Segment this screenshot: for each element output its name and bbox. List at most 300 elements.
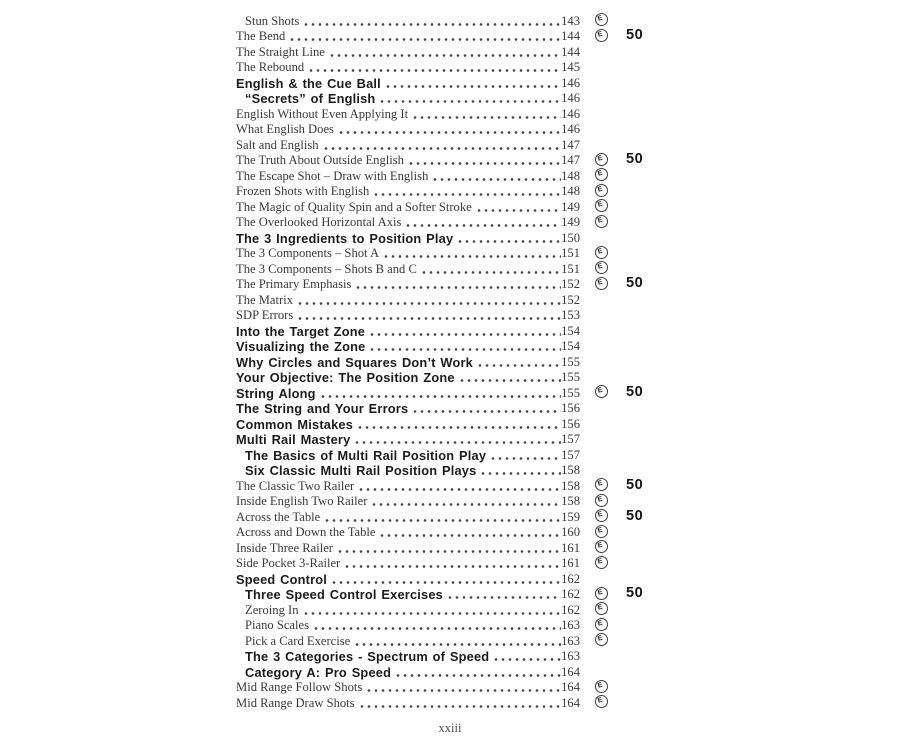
icon-slot bbox=[589, 291, 613, 307]
icon-slot bbox=[589, 663, 613, 679]
icon-slot bbox=[589, 570, 613, 586]
e-circle-disc-icon: E bbox=[595, 509, 608, 522]
dot-leader bbox=[357, 420, 561, 430]
e-circle-disc-icon: E bbox=[595, 633, 608, 646]
toc-entry-main bbox=[236, 650, 580, 663]
icon-slot bbox=[589, 493, 613, 509]
toc-entry-main bbox=[236, 61, 580, 74]
toc-entry-page-number: 154 bbox=[561, 323, 580, 338]
toc-entry-main bbox=[236, 387, 580, 400]
dot-leader bbox=[355, 280, 561, 290]
icon-slot bbox=[589, 229, 613, 245]
toc-entry-main bbox=[236, 92, 580, 105]
toc-entry-main bbox=[236, 247, 580, 260]
toc-entry-title: The Escape Shot – Draw with English bbox=[236, 168, 429, 183]
toc-entry bbox=[236, 446, 676, 462]
toc-entry-title: The 3 Categories - Spectrum of Speed bbox=[245, 649, 490, 664]
toc-entry bbox=[236, 245, 676, 261]
toc-entry-title: The Overlooked Horizontal Axis bbox=[236, 215, 402, 229]
toc-entry bbox=[236, 322, 676, 338]
dot-leader bbox=[476, 203, 561, 213]
icon-slot bbox=[589, 28, 613, 44]
toc-entry bbox=[236, 136, 676, 152]
dot-leader bbox=[289, 32, 561, 42]
disc-number-badge: 50 bbox=[626, 507, 644, 524]
toc-entry-title: Across the Table bbox=[236, 509, 321, 524]
icon-slot bbox=[589, 400, 613, 416]
toc-entry-page-number: 158 bbox=[561, 494, 580, 508]
toc-entry-main bbox=[236, 697, 580, 710]
toc-entry-title: Why Circles and Squares Don’t Work bbox=[236, 354, 473, 370]
toc-entry bbox=[236, 694, 676, 710]
toc-entry-title: Three Speed Control Exercises bbox=[245, 587, 443, 602]
toc-entry bbox=[236, 586, 676, 602]
toc-entry-page-number: 151 bbox=[561, 246, 580, 260]
toc-entry-main bbox=[236, 263, 580, 276]
toc-entry-title: Common Mistakes bbox=[236, 416, 354, 432]
icon-slot bbox=[589, 446, 613, 462]
toc-entry-main bbox=[236, 154, 580, 167]
toc-entry bbox=[236, 291, 676, 307]
toc-entry bbox=[236, 276, 676, 292]
dot-leader bbox=[303, 17, 561, 27]
toc-entry-page-number: 158 bbox=[561, 478, 580, 493]
dot-leader bbox=[477, 358, 561, 368]
toc-entry-main bbox=[236, 573, 580, 586]
icon-slot bbox=[589, 43, 613, 59]
toc-entry-page-number: 164 bbox=[561, 664, 580, 679]
toc-entry-title: Zeroing In bbox=[245, 602, 299, 617]
toc-entry-page-number: 163 bbox=[561, 633, 580, 648]
e-circle-disc-icon: E bbox=[595, 153, 608, 166]
disc-number-badge: 50 bbox=[626, 383, 644, 400]
toc-entry bbox=[236, 415, 676, 431]
toc-entry-page-number: 150 bbox=[561, 230, 580, 245]
toc-entry-main bbox=[236, 232, 580, 245]
icon-slot bbox=[589, 214, 613, 230]
dot-leader bbox=[432, 172, 561, 182]
toc-entry-page-number: 154 bbox=[561, 339, 580, 353]
dot-leader bbox=[331, 575, 561, 585]
icon-slot bbox=[589, 477, 613, 493]
toc-entry-title: Your Objective: The Position Zone bbox=[236, 370, 455, 385]
toc-entry bbox=[236, 43, 676, 59]
toc-entry-main bbox=[236, 495, 580, 508]
toc-entry-title: The Basics of Multi Rail Position Play bbox=[245, 447, 487, 463]
toc-entry-page-number: 149 bbox=[561, 199, 580, 214]
toc-entry-main bbox=[236, 449, 580, 462]
toc-entry-title: The 3 Components – Shot A bbox=[236, 246, 380, 260]
toc-entry-main bbox=[236, 418, 580, 431]
toc-entry-main bbox=[236, 356, 580, 369]
toc-entry-main bbox=[236, 480, 580, 493]
toc-entry-title: Salt and English bbox=[236, 137, 319, 152]
icon-slot bbox=[589, 167, 613, 183]
dot-leader bbox=[369, 342, 561, 352]
icon-slot bbox=[589, 462, 613, 478]
toc-entry-title: The Rebound bbox=[236, 60, 305, 74]
toc-entry-page-number: 152 bbox=[561, 277, 580, 291]
toc-entry-title: “Secrets” of English bbox=[245, 91, 376, 106]
dot-leader bbox=[408, 156, 561, 166]
toc-entry-page-number: 162 bbox=[561, 587, 580, 601]
toc-entry-main bbox=[236, 309, 580, 322]
toc-entry-main bbox=[236, 681, 580, 694]
toc-entry bbox=[236, 617, 676, 633]
e-circle-disc-icon: E bbox=[595, 29, 608, 42]
toc-entry-main bbox=[236, 325, 580, 338]
toc-entry-page-number: 146 bbox=[561, 106, 580, 121]
icon-slot bbox=[589, 74, 613, 90]
toc-entry bbox=[236, 74, 676, 90]
e-circle-disc-icon: E bbox=[595, 494, 608, 507]
disc-number-badge: 50 bbox=[626, 27, 644, 44]
toc-entry-page-number: 162 bbox=[561, 602, 580, 617]
disc-number-badge: 50 bbox=[626, 275, 644, 292]
dot-leader bbox=[371, 497, 561, 507]
icon-slot bbox=[589, 136, 613, 152]
dot-leader bbox=[354, 637, 561, 647]
toc-entry-title: Side Pocket 3-Railer bbox=[236, 556, 341, 570]
dot-leader bbox=[395, 668, 561, 678]
dot-leader bbox=[459, 373, 561, 383]
toc-entry-page-number: 152 bbox=[561, 292, 580, 307]
toc-entry-title: Mid Range Draw Shots bbox=[236, 695, 355, 710]
toc-entry-page-number: 148 bbox=[561, 168, 580, 183]
toc-entry-main bbox=[236, 170, 580, 183]
dot-leader bbox=[337, 544, 561, 554]
toc-entry bbox=[236, 198, 676, 214]
dot-leader bbox=[493, 652, 561, 662]
toc-entry-main bbox=[236, 340, 580, 353]
toc-entry-title: The Classic Two Railer bbox=[236, 478, 355, 493]
page-folio: xxiii bbox=[438, 721, 462, 735]
icon-slot bbox=[589, 90, 613, 106]
toc-entry bbox=[236, 369, 676, 385]
dot-leader bbox=[385, 79, 561, 89]
toc-entry-page-number: 147 bbox=[561, 137, 580, 152]
toc-entry bbox=[236, 12, 676, 28]
dot-leader bbox=[308, 63, 561, 73]
dot-leader bbox=[379, 94, 561, 104]
icon-slot bbox=[589, 617, 613, 633]
icon-slot bbox=[589, 601, 613, 617]
dot-leader bbox=[313, 621, 561, 631]
toc-entry-title: Frozen Shots with English bbox=[236, 184, 370, 198]
toc-entry bbox=[236, 462, 676, 478]
toc-entry bbox=[236, 229, 676, 245]
icon-slot bbox=[589, 555, 613, 571]
disc-number-badge: 50 bbox=[626, 585, 644, 602]
dot-leader bbox=[373, 187, 561, 197]
toc-entry-main bbox=[236, 278, 580, 291]
toc-entry-title: The Magic of Quality Spin and a Softer Stroke bbox=[236, 199, 472, 214]
dot-leader bbox=[323, 141, 562, 151]
e-circle-disc-icon: E bbox=[595, 385, 608, 398]
toc-entry-page-number: 146 bbox=[561, 91, 580, 105]
dot-leader bbox=[320, 389, 561, 399]
toc-entry-page-number: 156 bbox=[561, 401, 580, 415]
icon-slot bbox=[589, 152, 613, 168]
dot-leader bbox=[421, 265, 561, 275]
toc-entry-main bbox=[236, 294, 580, 307]
toc-entry-title: Visualizing the Zone bbox=[236, 339, 366, 354]
toc-entry bbox=[236, 508, 676, 524]
dot-leader bbox=[344, 559, 561, 569]
dot-leader bbox=[303, 606, 562, 616]
toc-entry-main bbox=[236, 557, 580, 570]
toc-entry bbox=[236, 431, 676, 447]
toc-entry bbox=[236, 167, 676, 183]
dot-leader bbox=[329, 48, 561, 58]
icon-slot bbox=[589, 539, 613, 555]
toc-entry-title: The Truth About Outside English bbox=[236, 153, 404, 167]
dot-leader bbox=[447, 590, 561, 600]
toc-entry-page-number: 163 bbox=[561, 649, 580, 663]
icon-slot bbox=[589, 198, 613, 214]
toc-entry-main bbox=[236, 185, 580, 198]
toc-entry bbox=[236, 663, 676, 679]
toc-entry-main bbox=[236, 666, 580, 679]
toc-entry-page-number: 159 bbox=[561, 509, 580, 524]
toc-entry bbox=[236, 105, 676, 121]
toc-entry-title: The Straight Line bbox=[236, 44, 325, 59]
dot-leader bbox=[383, 249, 561, 259]
toc-entry-page-number: 144 bbox=[561, 29, 580, 43]
icon-slot bbox=[589, 353, 613, 369]
toc-entry bbox=[236, 152, 676, 168]
icon-slot bbox=[589, 415, 613, 431]
toc-entry-main bbox=[236, 542, 580, 555]
toc-entry-page-number: 161 bbox=[561, 540, 580, 555]
toc-entry-page-number: 161 bbox=[561, 556, 580, 570]
icon-slot bbox=[589, 369, 613, 385]
icon-slot bbox=[589, 322, 613, 338]
toc-entry-main bbox=[236, 526, 580, 539]
toc-entry-title: Six Classic Multi Rail Position Plays bbox=[245, 463, 477, 478]
toc-entry bbox=[236, 260, 676, 276]
toc-entry bbox=[236, 307, 676, 323]
toc-entry-page-number: 162 bbox=[561, 571, 580, 586]
toc-entry-page-number: 160 bbox=[561, 525, 580, 539]
dot-leader bbox=[369, 327, 561, 337]
toc-entry-main bbox=[236, 371, 580, 384]
toc-entry bbox=[236, 28, 676, 44]
toc-entry-main bbox=[236, 604, 580, 617]
toc-entry-title: The Primary Emphasis bbox=[236, 277, 352, 291]
toc-entry bbox=[236, 90, 676, 106]
toc-entry bbox=[236, 477, 676, 493]
toc-entry-title: The 3 Components – Shots B and C bbox=[236, 261, 417, 276]
toc-entry-title: What English Does bbox=[236, 122, 334, 136]
toc-entry-main bbox=[236, 216, 580, 229]
toc-entry bbox=[236, 679, 676, 695]
toc-entry-main bbox=[236, 201, 580, 214]
toc-entry-title: English Without Even Applying It bbox=[236, 106, 409, 121]
toc-entry-main bbox=[236, 15, 580, 28]
toc-entry bbox=[236, 400, 676, 416]
icon-slot bbox=[589, 307, 613, 323]
e-circle-disc-icon: E bbox=[595, 246, 608, 259]
toc-entry-page-number: 146 bbox=[561, 75, 580, 90]
icon-slot bbox=[589, 245, 613, 261]
toc-entry bbox=[236, 524, 676, 540]
toc-entry-page-number: 153 bbox=[561, 308, 580, 322]
disc-number-badge: 50 bbox=[626, 151, 644, 168]
e-circle-disc-icon: E bbox=[595, 215, 608, 228]
toc-entry-title: SDP Errors bbox=[236, 308, 294, 322]
toc-entry-title: The 3 Ingredients to Position Play bbox=[236, 230, 454, 246]
e-circle-disc-icon: E bbox=[595, 587, 608, 600]
toc-entry-page-number: 146 bbox=[561, 122, 580, 136]
e-circle-disc-icon: E bbox=[595, 478, 608, 491]
toc-entry-main bbox=[236, 402, 580, 415]
icon-slot bbox=[589, 338, 613, 354]
toc-entry-title: Mid Range Follow Shots bbox=[236, 680, 363, 694]
dot-leader bbox=[338, 125, 561, 135]
dot-leader bbox=[457, 234, 561, 244]
toc-entry-main bbox=[236, 464, 580, 477]
icon-slot bbox=[589, 59, 613, 75]
toc-entry-title: Stun Shots bbox=[245, 13, 300, 28]
toc-entry-main bbox=[236, 511, 580, 524]
dot-leader bbox=[358, 482, 561, 492]
e-circle-disc-icon: E bbox=[595, 540, 608, 553]
toc-entry-main bbox=[236, 139, 580, 152]
toc-entry-title: Inside English Two Railer bbox=[236, 494, 368, 508]
toc-entry-title: Speed Control bbox=[236, 571, 328, 587]
toc-entry bbox=[236, 353, 676, 369]
toc-entry-main bbox=[236, 635, 580, 648]
toc-entry-main bbox=[236, 46, 580, 59]
dot-leader bbox=[359, 699, 562, 709]
toc-entry-title: English & the Cue Ball bbox=[236, 75, 381, 91]
icon-slot bbox=[589, 524, 613, 540]
toc-entry-page-number: 149 bbox=[561, 215, 580, 229]
toc-entry-page-number: 157 bbox=[561, 432, 580, 446]
e-circle-disc-icon: E bbox=[595, 277, 608, 290]
toc-entry-page-number: 164 bbox=[561, 680, 580, 694]
toc-entry-title: Into the Target Zone bbox=[236, 323, 366, 339]
e-circle-disc-icon: E bbox=[595, 556, 608, 569]
toc-entry-main bbox=[236, 588, 580, 601]
e-circle-disc-icon: E bbox=[595, 199, 608, 212]
toc-entry-page-number: 143 bbox=[561, 13, 580, 28]
dot-leader bbox=[405, 218, 561, 228]
dot-leader bbox=[354, 435, 561, 445]
icon-slot bbox=[589, 648, 613, 664]
icon-slot bbox=[589, 260, 613, 276]
dot-leader bbox=[324, 513, 561, 523]
dot-leader bbox=[412, 110, 561, 120]
toc-entry-title: Piano Scales bbox=[245, 618, 310, 632]
toc-entry-main bbox=[236, 77, 580, 90]
icon-slot bbox=[589, 121, 613, 137]
toc-entry bbox=[236, 493, 676, 509]
toc-entry bbox=[236, 555, 676, 571]
toc-entry bbox=[236, 59, 676, 75]
toc-entry-page-number: 155 bbox=[561, 370, 580, 384]
dot-leader bbox=[366, 683, 561, 693]
icon-slot bbox=[589, 632, 613, 648]
toc-entry-page-number: 155 bbox=[561, 354, 580, 369]
toc-entry bbox=[236, 384, 676, 400]
e-circle-disc-icon: E bbox=[595, 525, 608, 538]
toc-entry-page-number: 164 bbox=[561, 695, 580, 710]
toc-entry-page-number: 158 bbox=[561, 463, 580, 477]
toc-entry bbox=[236, 183, 676, 199]
toc-entry-page-number: 151 bbox=[561, 261, 580, 276]
e-circle-disc-icon: E bbox=[595, 261, 608, 274]
icon-slot bbox=[589, 679, 613, 695]
toc-entry-title: Across and Down the Table bbox=[236, 525, 376, 539]
toc-entry-page-number: 147 bbox=[561, 153, 580, 167]
toc-entry bbox=[236, 570, 676, 586]
e-circle-disc-icon: E bbox=[595, 13, 608, 26]
toc-entry bbox=[236, 648, 676, 664]
disc-number-badge: 50 bbox=[626, 476, 644, 493]
toc-entry bbox=[236, 601, 676, 617]
e-circle-disc-icon: E bbox=[595, 168, 608, 181]
toc-entry-page-number: 144 bbox=[561, 44, 580, 59]
toc-entry-title: Inside Three Railer bbox=[236, 540, 333, 555]
toc-entry-title: String Along bbox=[236, 385, 316, 401]
toc-list bbox=[236, 12, 676, 710]
toc-entry-main bbox=[236, 123, 580, 136]
toc-entry bbox=[236, 121, 676, 137]
toc-entry-page-number: 163 bbox=[561, 618, 580, 632]
toc-entry-main bbox=[236, 619, 580, 632]
toc-entry-title: The String and Your Errors bbox=[236, 401, 409, 416]
toc-entry-main bbox=[236, 108, 580, 121]
icon-slot bbox=[589, 276, 613, 292]
toc-entry-title: The Bend bbox=[236, 29, 286, 43]
e-circle-disc-icon: E bbox=[595, 184, 608, 197]
icon-slot bbox=[589, 586, 613, 602]
icon-slot bbox=[589, 12, 613, 28]
toc-entry-page-number: 157 bbox=[561, 447, 580, 462]
toc-entry-page-number: 155 bbox=[561, 385, 580, 400]
icon-slot bbox=[589, 384, 613, 400]
e-circle-disc-icon: E bbox=[595, 695, 608, 708]
icon-slot bbox=[589, 105, 613, 121]
toc-entry-page-number: 156 bbox=[561, 416, 580, 431]
e-circle-disc-icon: E bbox=[595, 680, 608, 693]
toc-entry bbox=[236, 632, 676, 648]
toc-entry bbox=[236, 338, 676, 354]
toc-entry-page-number: 145 bbox=[561, 60, 580, 74]
icon-slot bbox=[589, 431, 613, 447]
dot-leader bbox=[297, 311, 561, 321]
e-circle-disc-icon: E bbox=[595, 618, 608, 631]
toc-entry-main bbox=[236, 433, 580, 446]
toc-entry-title: The Matrix bbox=[236, 292, 294, 307]
icon-slot bbox=[589, 508, 613, 524]
dot-leader bbox=[490, 451, 561, 461]
icon-slot bbox=[589, 183, 613, 199]
toc-entry-title: Pick a Card Exercise bbox=[245, 633, 351, 648]
toc-entry-title: Category A: Pro Speed bbox=[245, 664, 392, 680]
toc-entry-main bbox=[236, 30, 580, 43]
toc-entry bbox=[236, 539, 676, 555]
icon-slot bbox=[589, 694, 613, 710]
dot-leader bbox=[297, 296, 561, 306]
e-circle-disc-icon: E bbox=[595, 602, 608, 615]
toc-entry bbox=[236, 214, 676, 230]
dot-leader bbox=[379, 528, 561, 538]
toc-entry-title: Multi Rail Mastery bbox=[236, 432, 351, 447]
toc-entry-page-number: 148 bbox=[561, 184, 580, 198]
